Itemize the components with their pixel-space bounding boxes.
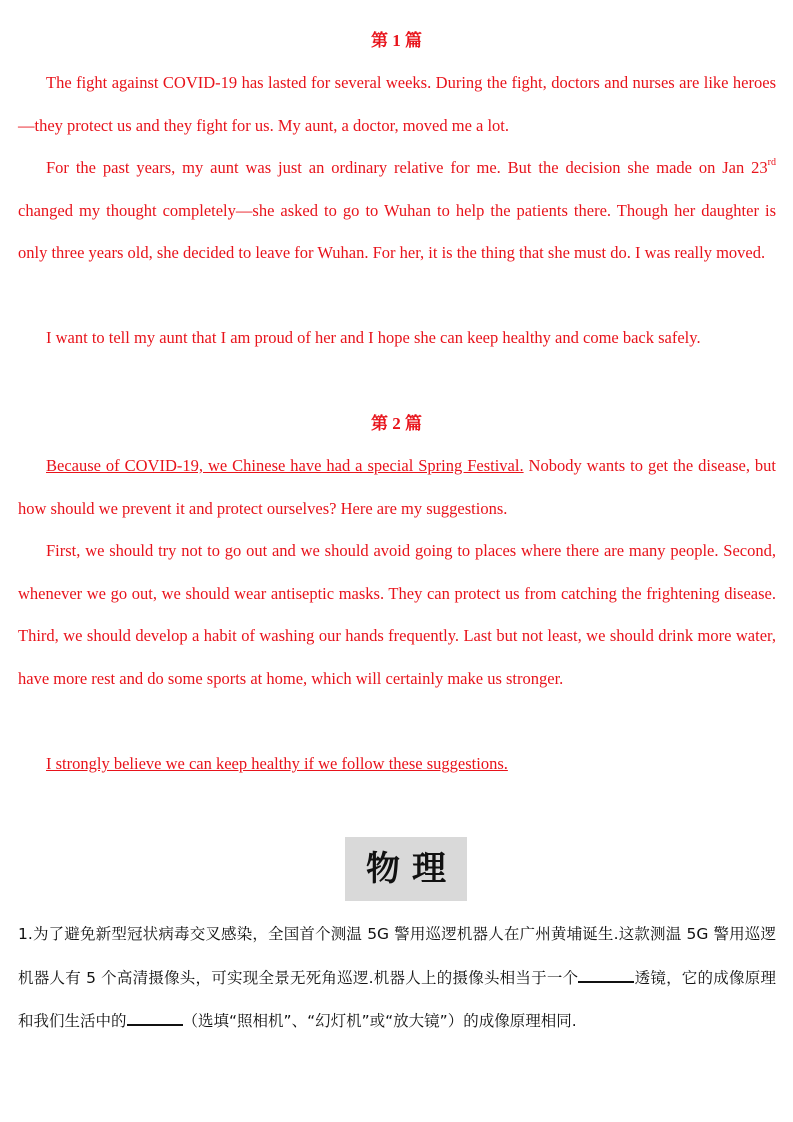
passage1-paragraph-2-part-a: For the past years, my aunt was just an ordinary relative for me. But the decision she made on Jan 23 [46,158,768,177]
passage1-paragraph-2 [18,147,776,275]
passage1-paragraph-2-part-b: changed my thought completely—she asked to go to Wuhan to help the patients there. Though her daughter is only three years old, she decided to leave for Wuhan. For her, it is the thing that she must do. I was really moved. [18,200,776,263]
passage2-paragraph-1-rest: Nobody wants to get the disease, but how should we prevent it and protect ourselves? Here are my suggestions. [18,456,776,518]
passage2-paragraph-1 [18,445,776,530]
passage2-paragraph-3 [18,743,776,786]
question-1-text-b: 透镜，它的成像原理和我们生活中的 [18,968,776,1030]
question-1-text-a: 1.为了避免新型冠状病毒交叉感染，全国首个测温 5G 警用巡逻机器人在广州黄埔诞生.这款测温 5G 警用巡逻机器人有 5 个高清摄像头，可实现全景无死角巡逻.机器人上的摄像头相当于一个 [18,925,776,987]
answer-blank-1[interactable] [578,967,634,983]
answer-blank-2[interactable] [127,1010,183,1026]
passage2-concluding-sentence: I strongly believe we can keep healthy if we follow these suggestions. [46,754,508,773]
physics-question-1 [18,913,776,1044]
passage1-paragraph-1: The fight against COVID-19 has lasted for several weeks. During the fight, doctors and nurses are like heroes—they protect us and they fight for us. My aunt, a doctor, moved me a lot. [18,73,776,135]
passage1-title: 第 1 篇 [371,31,422,50]
passage2-title: 第 2 篇 [371,414,422,433]
passage2-topic-sentence: Because of COVID-19, we Chinese have had a special Spring Festival. [46,456,524,475]
passage1-paragraph-3: I want to tell my aunt that I am proud of her and I hope she can keep healthy and come back safely. [46,328,701,347]
question-1-text-c: （选填“照相机”、“幻灯机”或“放大镜”）的成像原理相同. [182,1012,577,1030]
ordinal-suffix: rd [767,157,776,168]
subject-title-physics: 物理 [345,837,467,901]
passage2-paragraph-2: First, we should try not to go out and we should avoid going to places where there are many people. Second, whenever we go out, we should wear antiseptic masks. They can protect us from catching the frightening disease. Third, we should develop a habit of washing our hands frequently. Last but not least, we should drink more water, have more rest and do some sports at home, which will certainly make us stronger. [18,541,776,688]
